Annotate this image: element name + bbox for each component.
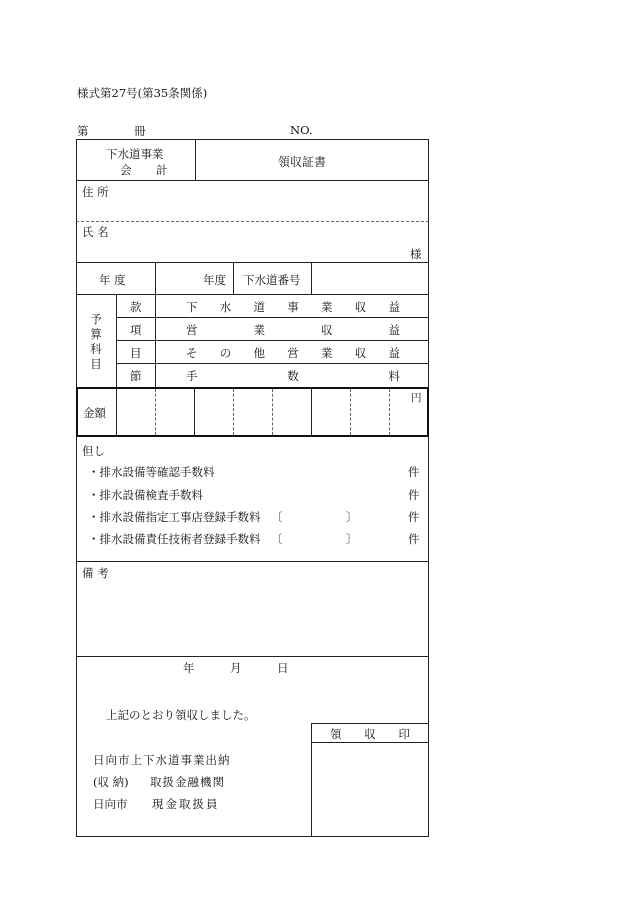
address-label: 住 所 (82, 185, 109, 199)
budget-moku-name: そ の 他 営 業 収 益 (186, 346, 400, 360)
handler-financial-institution: 取扱金融機関 (150, 775, 225, 789)
honorific-sama: 様 (410, 247, 422, 261)
budget-setsu-name: 手 数 料 (186, 369, 400, 383)
form-number-heading: 様式第27号(第35条関係) (77, 86, 208, 100)
bracket-close: 〕 (346, 532, 358, 546)
bracket-close: 〕 (346, 510, 358, 524)
proviso-item-inspection-fee: ・排水設備検査手数料 (88, 488, 203, 502)
budget-level-setsu: 節 (130, 369, 142, 383)
received-statement: 上記のとおり領収しました。 (106, 708, 256, 722)
proviso-item-contractor-registration-fee: ・排水設備指定工事店登録手数料 (88, 510, 261, 524)
handler-cash-officer: 現金取扱員 (152, 797, 220, 811)
budget-level-moku: 目 (130, 346, 142, 360)
proviso-label: 但し (82, 444, 105, 458)
handler-treasurer: 日向市上下水道事業出納 (93, 753, 231, 767)
budget-category-label: 予算科目 (90, 312, 102, 371)
amount-box (76, 387, 429, 437)
proviso-item-count-unit: 件 (408, 532, 420, 546)
date-month: 月 (230, 661, 242, 675)
account-name-line2a: 会 (120, 163, 132, 177)
proviso-item-count-unit: 件 (408, 510, 420, 524)
book-label: 第 (77, 124, 89, 138)
handler-city-label: 日向市 (93, 797, 128, 811)
amount-label: 金額 (83, 406, 106, 420)
bracket-open: 〔 (271, 510, 283, 524)
document-title: 領収証書 (278, 155, 327, 169)
proviso-item-engineer-registration-fee: ・排水設備責任技術者登録手数料 (88, 532, 261, 546)
budget-kan-name: 下 水 道 事 業 収 益 (186, 300, 400, 314)
account-name-line2b: 計 (156, 163, 168, 177)
proviso-item-count-unit: 件 (408, 488, 420, 502)
budget-level-kan: 款 (130, 300, 142, 314)
budget-kou-name: 営 業 収 益 (186, 323, 400, 337)
bracket-open: 〔 (271, 532, 283, 546)
sewer-number-label: 下水道番号 (243, 273, 301, 287)
date-year: 年 (183, 661, 195, 675)
amount-unit-yen: 円 (411, 392, 422, 404)
remarks-label: 備 考 (82, 566, 109, 580)
name-label: 氏 名 (82, 225, 109, 239)
proviso-item-count-unit: 件 (408, 465, 420, 479)
serial-number-label: NO. (290, 123, 313, 137)
receipt-seal-header: 領 収 印 (330, 727, 410, 741)
budget-level-kou: 項 (130, 323, 142, 337)
account-name-line1: 下水道事業 (106, 147, 164, 161)
date-day: 日 (277, 661, 289, 675)
fiscal-year-label: 年 度 (99, 273, 126, 287)
book-volume-label: 冊 (134, 124, 146, 138)
fiscal-year-suffix: 年度 (203, 273, 226, 287)
proviso-item-confirmation-fee: ・排水設備等確認手数料 (88, 465, 215, 479)
address-name-divider (76, 221, 429, 222)
handler-collection-label: (収 納) (93, 775, 129, 789)
